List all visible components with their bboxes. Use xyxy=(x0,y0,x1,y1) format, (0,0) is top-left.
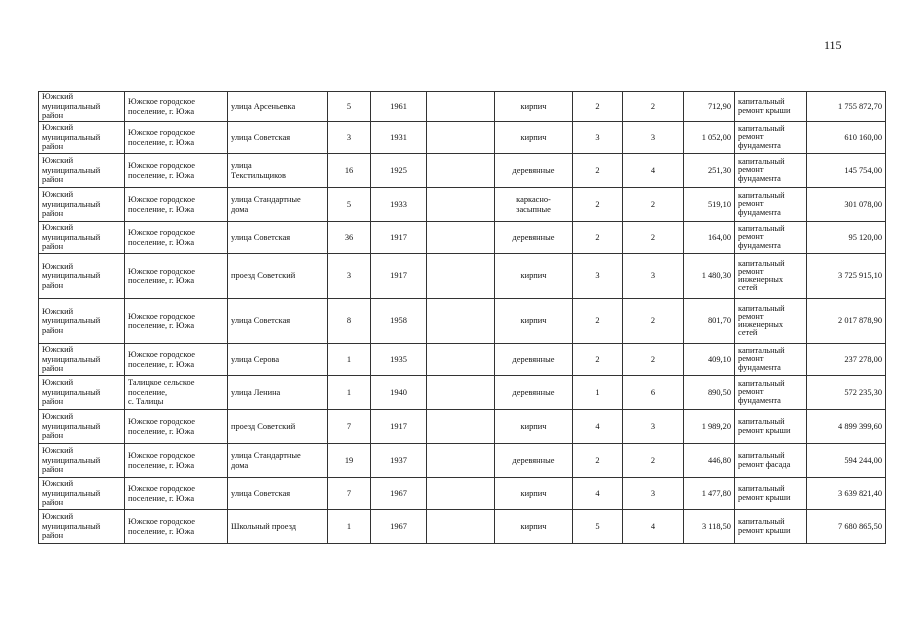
cell-house-number: 5 xyxy=(328,188,371,222)
cell-district: Южский муниципальный район xyxy=(39,254,125,299)
cell-repair-type: капитальный ремонт инженерных сетей xyxy=(735,299,807,344)
cell-entrances: 2 xyxy=(623,344,684,376)
cell-cost: 145 754,00 xyxy=(807,154,886,188)
cell-district: Южский муниципальный район xyxy=(39,344,125,376)
cell-wall-material: деревянные xyxy=(495,222,573,254)
cell-floors: 2 xyxy=(573,154,623,188)
cell-entrances: 6 xyxy=(623,376,684,410)
cell-house-number: 7 xyxy=(328,410,371,444)
cell-settlement: Южское городское поселение, г. Южа xyxy=(125,154,228,188)
cell-floors: 3 xyxy=(573,122,623,154)
cell-year-built: 1933 xyxy=(371,188,427,222)
table-row xyxy=(39,410,886,444)
cell-year-built: 1935 xyxy=(371,344,427,376)
cell-repair-type: капитальный ремонт фундамента xyxy=(735,344,807,376)
cell-year-built: 1917 xyxy=(371,410,427,444)
cell-area: 712,90 xyxy=(684,92,735,122)
cell-year-built: 1925 xyxy=(371,154,427,188)
cell-blank xyxy=(427,299,495,344)
cell-settlement: Южское городское поселение, г. Южа xyxy=(125,444,228,478)
cell-entrances: 3 xyxy=(623,254,684,299)
cell-area: 1 052,00 xyxy=(684,122,735,154)
cell-repair-type: капитальный ремонт крыши xyxy=(735,410,807,444)
cell-street: улица Серова xyxy=(228,344,328,376)
cell-area: 446,80 xyxy=(684,444,735,478)
cell-blank xyxy=(427,376,495,410)
table-row xyxy=(39,444,886,478)
cell-settlement: Южское городское поселение, г. Южа xyxy=(125,344,228,376)
cell-cost: 3 639 821,40 xyxy=(807,478,886,510)
cell-house-number: 5 xyxy=(328,92,371,122)
cell-cost: 572 235,30 xyxy=(807,376,886,410)
cell-street: улица Ленина xyxy=(228,376,328,410)
cell-area: 1 989,20 xyxy=(684,410,735,444)
cell-repair-type: капитальный ремонт фасада xyxy=(735,444,807,478)
cell-district: Южский муниципальный район xyxy=(39,222,125,254)
cell-blank xyxy=(427,254,495,299)
cell-cost: 237 278,00 xyxy=(807,344,886,376)
cell-cost: 4 899 399,60 xyxy=(807,410,886,444)
cell-area: 1 477,80 xyxy=(684,478,735,510)
cell-area: 1 480,30 xyxy=(684,254,735,299)
cell-wall-material: кирпич xyxy=(495,254,573,299)
table-row xyxy=(39,478,886,510)
cell-year-built: 1931 xyxy=(371,122,427,154)
cell-wall-material: каркасно- засыпные xyxy=(495,188,573,222)
cell-street: улица Советская xyxy=(228,222,328,254)
cell-wall-material: деревянные xyxy=(495,154,573,188)
cell-floors: 3 xyxy=(573,254,623,299)
cell-blank xyxy=(427,122,495,154)
cell-cost: 1 755 872,70 xyxy=(807,92,886,122)
cell-house-number: 1 xyxy=(328,344,371,376)
cell-district: Южский муниципальный район xyxy=(39,444,125,478)
cell-district: Южский муниципальный район xyxy=(39,299,125,344)
cell-wall-material: кирпич xyxy=(495,299,573,344)
cell-blank xyxy=(427,92,495,122)
cell-entrances: 2 xyxy=(623,222,684,254)
cell-floors: 5 xyxy=(573,510,623,544)
cell-settlement: Южское городское поселение, г. Южа xyxy=(125,410,228,444)
cell-repair-type: капитальный ремонт крыши xyxy=(735,510,807,544)
cell-area: 801,70 xyxy=(684,299,735,344)
cell-year-built: 1967 xyxy=(371,478,427,510)
cell-cost: 610 160,00 xyxy=(807,122,886,154)
cell-year-built: 1961 xyxy=(371,92,427,122)
cell-blank xyxy=(427,344,495,376)
cell-wall-material: кирпич xyxy=(495,478,573,510)
cell-entrances: 4 xyxy=(623,510,684,544)
cell-repair-type: капитальный ремонт фундамента xyxy=(735,122,807,154)
cell-cost: 2 017 878,90 xyxy=(807,299,886,344)
table-row xyxy=(39,222,886,254)
table-row xyxy=(39,254,886,299)
cell-street: улица Стандартные дома xyxy=(228,444,328,478)
cell-wall-material: кирпич xyxy=(495,410,573,444)
cell-floors: 2 xyxy=(573,188,623,222)
cell-repair-type: капитальный ремонт фундамента xyxy=(735,188,807,222)
cell-house-number: 7 xyxy=(328,478,371,510)
cell-floors: 2 xyxy=(573,222,623,254)
cell-cost: 7 680 865,50 xyxy=(807,510,886,544)
cell-district: Южский муниципальный район xyxy=(39,154,125,188)
cell-district: Южский муниципальный район xyxy=(39,510,125,544)
cell-house-number: 1 xyxy=(328,376,371,410)
cell-area: 251,30 xyxy=(684,154,735,188)
cell-street: улица Советская xyxy=(228,478,328,510)
cell-floors: 2 xyxy=(573,444,623,478)
cell-cost: 3 725 915,10 xyxy=(807,254,886,299)
cell-settlement: Талицкое сельское поселение, с. Талицы xyxy=(125,376,228,410)
cell-year-built: 1967 xyxy=(371,510,427,544)
cell-entrances: 2 xyxy=(623,444,684,478)
cell-area: 164,00 xyxy=(684,222,735,254)
cell-house-number: 1 xyxy=(328,510,371,544)
cell-floors: 1 xyxy=(573,376,623,410)
cell-cost: 301 078,00 xyxy=(807,188,886,222)
cell-year-built: 1958 xyxy=(371,299,427,344)
cell-street: проезд Советский xyxy=(228,254,328,299)
cell-floors: 2 xyxy=(573,299,623,344)
cell-wall-material: деревянные xyxy=(495,344,573,376)
cell-settlement: Южское городское поселение, г. Южа xyxy=(125,92,228,122)
cell-area: 890,50 xyxy=(684,376,735,410)
cell-district: Южский муниципальный район xyxy=(39,92,125,122)
cell-district: Южский муниципальный район xyxy=(39,122,125,154)
cell-entrances: 2 xyxy=(623,188,684,222)
cell-house-number: 19 xyxy=(328,444,371,478)
cell-repair-type: капитальный ремонт инженерных сетей xyxy=(735,254,807,299)
cell-wall-material: деревянные xyxy=(495,376,573,410)
cell-repair-type: капитальный ремонт фундамента xyxy=(735,376,807,410)
cell-blank xyxy=(427,444,495,478)
cell-district: Южский муниципальный район xyxy=(39,478,125,510)
cell-wall-material: кирпич xyxy=(495,510,573,544)
table-row xyxy=(39,154,886,188)
cell-settlement: Южское городское поселение, г. Южа xyxy=(125,254,228,299)
cell-cost: 594 244,00 xyxy=(807,444,886,478)
cell-area: 409,10 xyxy=(684,344,735,376)
cell-entrances: 3 xyxy=(623,122,684,154)
cell-house-number: 36 xyxy=(328,222,371,254)
cell-repair-type: капитальный ремонт фундамента xyxy=(735,222,807,254)
cell-entrances: 3 xyxy=(623,410,684,444)
cell-year-built: 1940 xyxy=(371,376,427,410)
cell-street: Школьный проезд xyxy=(228,510,328,544)
cell-entrances: 2 xyxy=(623,299,684,344)
cell-settlement: Южское городское поселение, г. Южа xyxy=(125,510,228,544)
cell-street: проезд Советский xyxy=(228,410,328,444)
cell-settlement: Южское городское поселение, г. Южа xyxy=(125,222,228,254)
cell-blank xyxy=(427,222,495,254)
cell-house-number: 3 xyxy=(328,122,371,154)
table-row xyxy=(39,344,886,376)
cell-settlement: Южское городское поселение, г. Южа xyxy=(125,122,228,154)
cell-floors: 4 xyxy=(573,478,623,510)
cell-entrances: 4 xyxy=(623,154,684,188)
page-number: 115 xyxy=(824,38,842,52)
cell-settlement: Южское городское поселение, г. Южа xyxy=(125,299,228,344)
cell-blank xyxy=(427,410,495,444)
cell-settlement: Южское городское поселение, г. Южа xyxy=(125,188,228,222)
cell-floors: 4 xyxy=(573,410,623,444)
cell-blank xyxy=(427,188,495,222)
cell-entrances: 3 xyxy=(623,478,684,510)
cell-street: улица Советская xyxy=(228,299,328,344)
cell-entrances: 2 xyxy=(623,92,684,122)
cell-district: Южский муниципальный район xyxy=(39,410,125,444)
cell-blank xyxy=(427,154,495,188)
cell-floors: 2 xyxy=(573,92,623,122)
cell-area: 3 118,50 xyxy=(684,510,735,544)
cell-floors: 2 xyxy=(573,344,623,376)
table-row xyxy=(39,510,886,544)
capital-repair-table xyxy=(38,91,886,544)
cell-year-built: 1917 xyxy=(371,222,427,254)
table-row xyxy=(39,188,886,222)
table-row xyxy=(39,92,886,122)
table-row xyxy=(39,376,886,410)
cell-year-built: 1937 xyxy=(371,444,427,478)
cell-wall-material: деревянные xyxy=(495,444,573,478)
cell-street: улица Советская xyxy=(228,122,328,154)
table-row xyxy=(39,122,886,154)
cell-street: улица Арсеньевка xyxy=(228,92,328,122)
cell-repair-type: капитальный ремонт фундамента xyxy=(735,154,807,188)
cell-blank xyxy=(427,510,495,544)
cell-street: улица Текстильщиков xyxy=(228,154,328,188)
cell-wall-material: кирпич xyxy=(495,92,573,122)
cell-area: 519,10 xyxy=(684,188,735,222)
cell-repair-type: капитальный ремонт крыши xyxy=(735,92,807,122)
table-row xyxy=(39,299,886,344)
cell-blank xyxy=(427,478,495,510)
cell-house-number: 8 xyxy=(328,299,371,344)
cell-house-number: 3 xyxy=(328,254,371,299)
cell-district: Южский муниципальный район xyxy=(39,188,125,222)
cell-settlement: Южское городское поселение, г. Южа xyxy=(125,478,228,510)
cell-street: улица Стандартные дома xyxy=(228,188,328,222)
cell-year-built: 1917 xyxy=(371,254,427,299)
cell-repair-type: капитальный ремонт крыши xyxy=(735,478,807,510)
cell-district: Южский муниципальный район xyxy=(39,376,125,410)
cell-cost: 95 120,00 xyxy=(807,222,886,254)
cell-house-number: 16 xyxy=(328,154,371,188)
cell-wall-material: кирпич xyxy=(495,122,573,154)
